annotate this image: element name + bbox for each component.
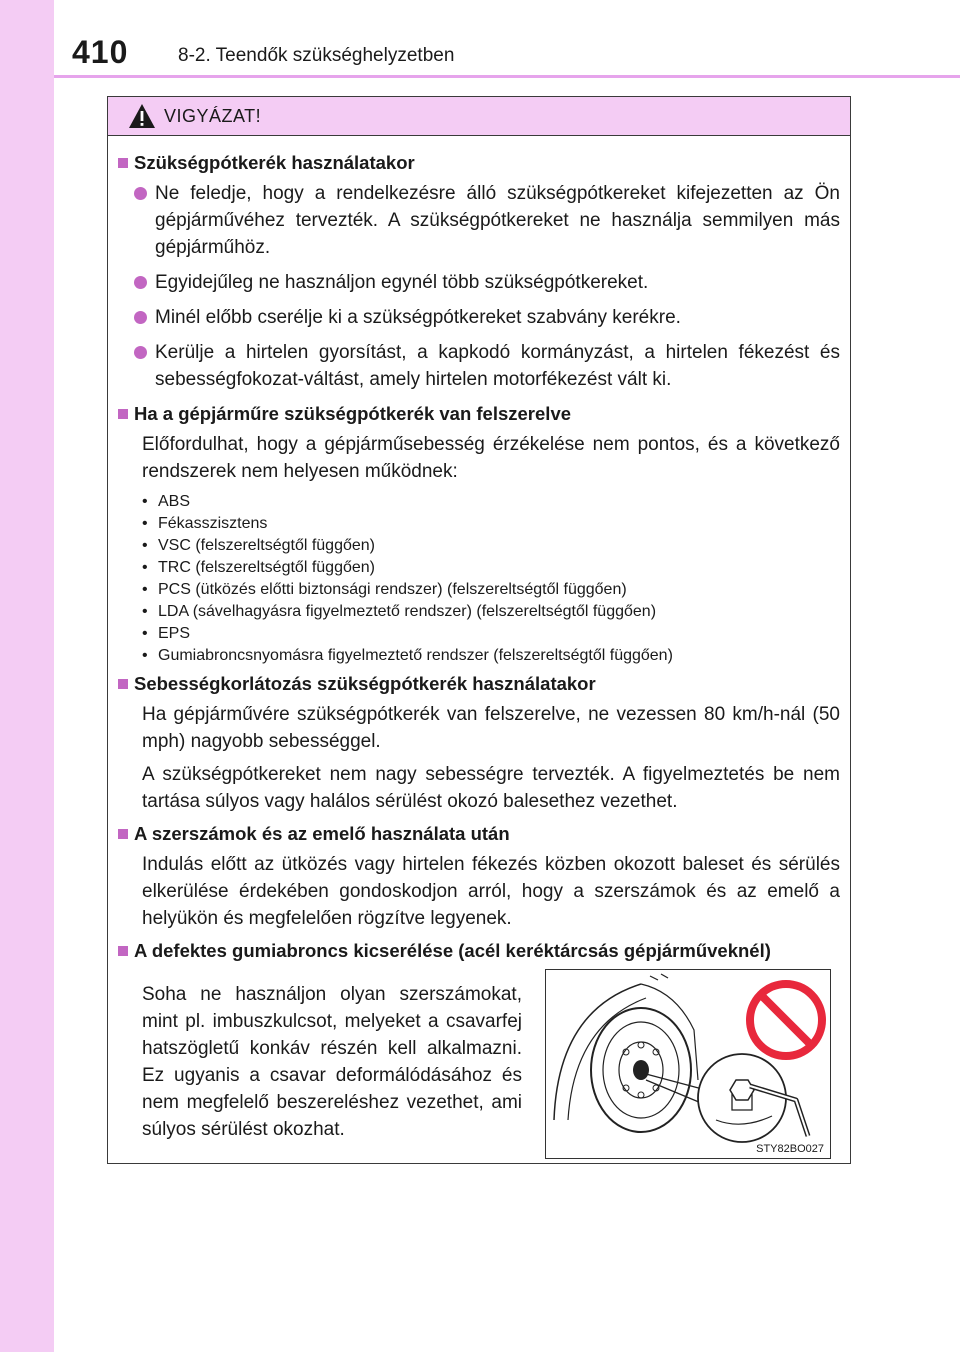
paragraph: Indulás előtt az ütközés vagy hirtelen fékezés közben okozott baleset és sérülés elkerülése érdekében gondoskodjon arról, hogy a szerszámok és az emelő a helyükön és megfelelően rögzítve legyenek. [142,854,840,929]
warning-title: VIGYÁZAT! [164,105,262,126]
section-heading [118,938,840,963]
system-list [118,491,840,667]
section-title: 8-2. Teendők szükséghelyzetben [178,45,455,66]
warning-header [108,97,850,136]
section-heading [118,671,840,696]
bullet-text: Ne feledje, hogy a rendelkezésre álló szükségpótkereket kifejezetten az Ön gépjárművéhez tervezték. A szükségpótkereket ne használja semmilyen más gépjárműhöz. [155,183,840,258]
figure-code: STY82BO027 [756,1143,824,1155]
list-item: • LDA (sávelhagyásra figyelmeztető rendszer) (felszereltségtől függően) [142,601,840,623]
section-heading [118,821,840,846]
circle-bullet-icon [134,311,147,324]
tool-warning-row [118,969,840,1159]
warning-content [108,137,850,1159]
paragraph: Előfordulhat, hogy a gépjárműsebesség érzékelése nem pontos, és a következő rendszerek nem helyesen működnek: [142,434,840,482]
bullet-text: Egyidejűleg ne használjon egynél több szükségpótkereket. [155,272,649,293]
list-item-text: TRC (felszereltségtől függően) [158,559,375,576]
square-bullet-icon [118,679,128,689]
circle-bullet-icon [134,346,147,359]
prohibition-icon [750,984,822,1056]
square-bullet-icon [118,946,128,956]
page-number: 410 [72,34,129,70]
heading-text: Ha a gépjárműre szükségpótkerék van felszerelve [134,403,572,424]
warning-triangle-icon [128,103,156,129]
wheel-hex-key-illustration [546,970,830,1158]
paragraph: Soha ne használjon olyan szerszámokat, mint pl. imbuszkulcsot, melyeket a csavarfej hatszögletű konkáv részén kell alkalmazni. Ez ugyanis a csavar deformálódásához és nem megfelelő beszereléshez vezethet, ami súlyos sérülést okozhat. [142,984,522,1140]
heading-text: A szerszámok és az emelő használata után [134,823,510,844]
list-item: • VSC (felszereltségtől függően) [142,535,840,557]
list-item: • EPS [142,623,840,645]
list-item: • Fékasszisztens [142,513,840,535]
heading-text: Sebességkorlátozás szükségpótkerék használatakor [134,673,596,694]
square-bullet-icon [118,409,128,419]
warning-box [107,96,851,1164]
bullet-item [118,269,840,296]
list-item-text: PCS (ütközés előtti biztonsági rendszer) (felszereltségtől függően) [158,581,627,598]
list-item: • TRC (felszereltségtől függően) [142,557,840,579]
heading-text: Szükségpótkerék használatakor [134,152,415,173]
bullet-item [118,304,840,331]
list-item: • PCS (ütközés előtti biztonsági rendszer) (felszereltségtől függően) [142,579,840,601]
section-heading [118,401,840,426]
list-item: • ABS [142,491,840,513]
hub [633,1060,649,1080]
illustration [545,969,831,1159]
heading-text: A defektes gumiabroncs kicserélése (acél keréktárcsás gépjárműveknél) [134,940,771,961]
bullet-text: Minél előbb cserélje ki a szükségpótkereket szabvány kerékre. [155,307,681,328]
circle-bullet-icon [134,276,147,289]
list-item-text: VSC (felszereltségtől függően) [158,537,375,554]
list-item-text: Fékasszisztens [158,515,268,532]
circle-bullet-icon [134,187,147,200]
header-rule [54,75,960,78]
square-bullet-icon [118,829,128,839]
square-bullet-icon [118,158,128,168]
list-item-text: LDA (sávelhagyásra figyelmeztető rendszer) (felszereltségtől függően) [158,603,657,620]
list-item-text: Gumiabroncsnyomásra figyelmeztető rendszer (felszereltségtől függően) [158,647,673,664]
hex-bolt [730,1080,754,1100]
bullet-text: Kerülje a hirtelen gyorsítást, a kapkodó kormányzást, a hirtelen fékezést és sebességfokozat-váltást, amely hirtelen motorfékezést vált ki. [155,342,840,390]
list-item: • Gumiabroncsnyomásra figyelmeztető rendszer (felszereltségtől függően) [142,645,840,667]
paragraph: A szükségpótkereket nem nagy sebességre tervezték. A figyelmeztetés be nem tartása súlyos vagy halálos sérülést okozó balesethez vezethet. [142,764,840,812]
paragraph: Ha gépjárművére szükségpótkerék van felszerelve, ne vezessen 80 km/h-nál (50 mph) nagyobb sebességgel. [142,704,840,752]
section-heading [118,150,840,175]
side-bar [0,0,54,1352]
list-item-text: EPS [158,625,191,642]
bullet-item [118,339,840,393]
list-item-text: ABS [158,493,191,510]
bullet-item [118,180,840,261]
